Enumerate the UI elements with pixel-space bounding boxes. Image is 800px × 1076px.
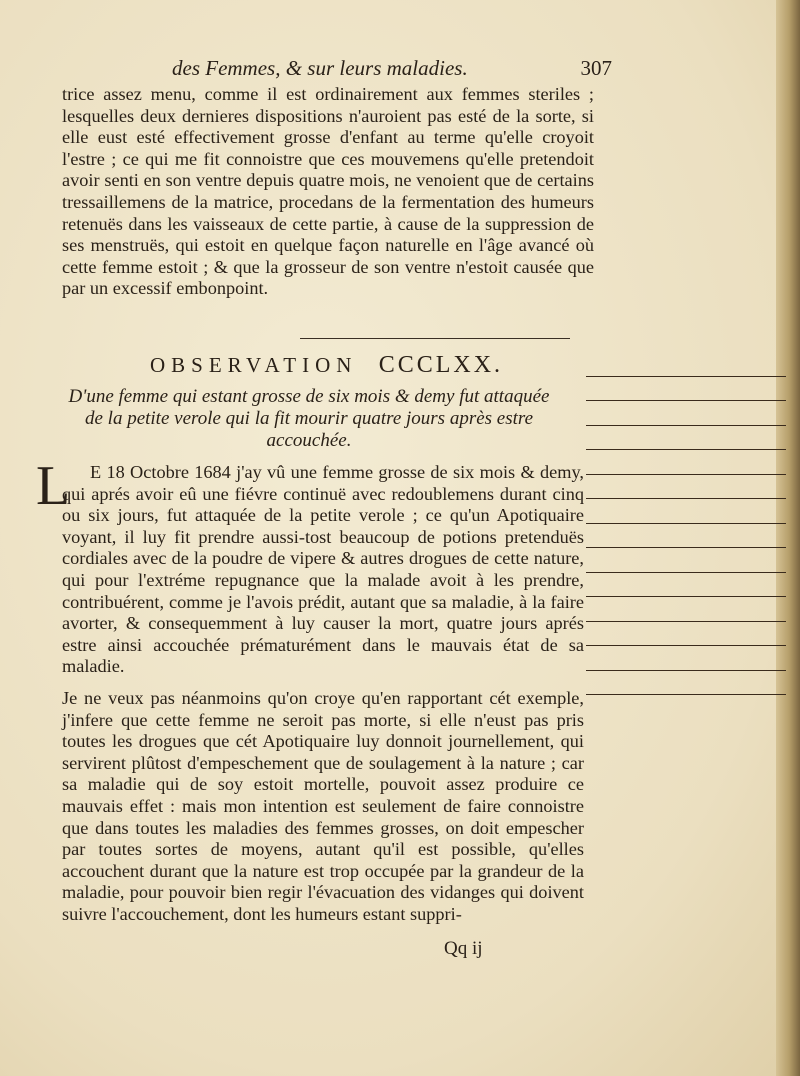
observation-heading <box>150 352 503 382</box>
drop-capital: L <box>36 455 71 517</box>
section-rule <box>300 338 570 339</box>
signature-mark: Qq ij <box>444 938 483 959</box>
paragraph-continuation: trice assez menu, comme il est ordinairement aux femmes steriles ; lesquelles deux dernieres dispositions n'auroient pas esté de la sorte, si elle eust esté effectivement grosse d'enfant au terme qu'elle croyoit l'estre ; ce qui me fit connoistre que ces mouvemens qu'elle pretendoit avoir senti en son ventre depuis quatre mois, ne venoient que de certains tressaillemens de la matrice, procedans de la fermentation des humeurs retenuës dans les vaisseaux de cette partie, à cause de la suppression de ses menstruës, qui estoit en quelque façon naturelle en l'âge avancé où cette femme estoit ; & que la grosseur de son ventre n'estoit causée que par un excessif embonpoint. <box>62 84 594 299</box>
commentary-paragraph: Je ne veux pas néanmoins qu'on croye qu'en rapportant cét exemple, j'infere que cette femme ne seroit pas morte, si elle n'eust pas pris toutes les drogues que cét Apotiquaire luy donnoit journellement, qui servirent plûtost d'empeschement que de soulagement à la nature ; car sa maladie qui de soy estoit mortelle, pouvoit assez produire ce mauvais effet : mais mon intention est seulement de faire connoistre que dans toutes les maladies des femmes grosses, on doit empescher par toutes sortes de moyens, autant qu'il est possible, qu'elles accouchent durant que la nature est trop occupée par la grandeur de la maladie, pour pouvoir bien regir l'évacuation des vidanges qui doivent suivre l'accouchement, dont les humeurs estant suppri- <box>62 688 584 924</box>
page-number: 307 <box>580 56 612 80</box>
observation-label: OBSERVATION <box>150 353 358 377</box>
observation-paragraph: E 18 Octobre 1684 j'ay vû une femme grosse de six mois & demy, qui aprés avoir eû une fiévre continuë avec redoublemens durant cinq ou six jours, fut attaquée de la petite verole ; ce qu'un Apotiquaire voyant, il luy fit prendre aussi-tost beaucoup de potions pretenduës cordiales avec de la poudre de vipere & autres drogues de cette nature, qui pour l'extréme repugnance que la malade avoit à les prendre, contribuérent, comme je l'avois prédit, autant que sa maladie, à la faire avorter, & consequemment à luy causer la mort, quatre jours aprés estre ainsi accouchée prématurément dans le mauvais état de sa maladie. <box>62 462 584 677</box>
observation-number: CCCLXX. <box>378 352 504 378</box>
running-title: des Femmes, & sur leurs maladies. <box>172 56 468 80</box>
observation-subtitle: D'une femme qui estant grosse de six mois & demy fut attaquée de la petite verole qui la fit mourir quatre jours après estre accouchée. <box>68 386 550 451</box>
handwritten-margin-note <box>586 352 786 695</box>
page-header <box>172 52 612 86</box>
